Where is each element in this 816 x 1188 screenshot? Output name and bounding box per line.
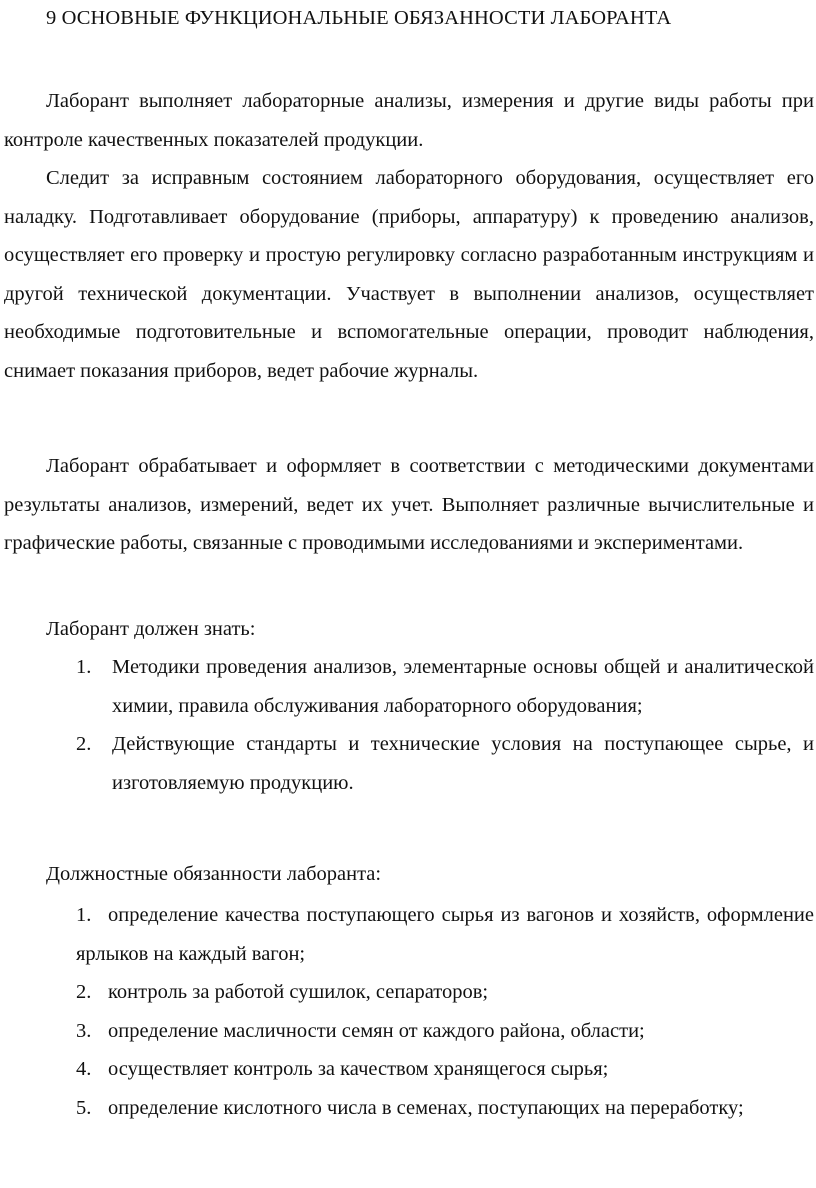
list-item bbox=[76, 1050, 814, 1089]
list-item-number: 2. bbox=[76, 981, 92, 1004]
list-item bbox=[76, 1089, 814, 1128]
list-item-text: определение масличности семян от каждого района, области; bbox=[108, 1019, 645, 1042]
list-item-number: 3. bbox=[76, 1019, 92, 1042]
list-item-text: контроль за работой сушилок, сепараторов; bbox=[108, 981, 489, 1004]
section-heading: 9 ОСНОВНЫЕ ФУНКЦИОНАЛЬНЫЕ ОБЯЗАННОСТИ ЛАБОРАНТА bbox=[46, 7, 672, 29]
paragraph-intro: Лаборант выполняет лабораторные анализы, измерения и другие виды работы при контроле качественных показателей продукции. bbox=[4, 90, 814, 151]
duties-label: Должностные обязанности лаборанта: bbox=[46, 863, 382, 885]
list-item bbox=[76, 896, 814, 973]
list-item-number: 5. bbox=[76, 1096, 92, 1119]
list-item-text: Методики проведения анализов, элементарные основы общей и аналитической химии, правила обслуживания лабораторного оборудования; bbox=[112, 656, 814, 717]
knowledge-list bbox=[76, 648, 814, 802]
list-item-number: 1. bbox=[76, 656, 92, 678]
duties-list bbox=[76, 896, 814, 1128]
paragraph-equipment: Следит за исправным состоянием лабораторного оборудования, осуществляет его наладку. Подготавливает оборудование (приборы, аппаратуру) к проведению анализов, осуществляет его проверку и простую регулировку согласно разработанным инструкциям и другой технической документации. Участвует в выполнении анализов, осуществляет необходимые подготовительные и вспомогательные операции, проводит наблюдения, снимает показания приборов, ведет рабочие журналы. bbox=[4, 167, 814, 382]
list-item-text: Действующие стандарты и технические условия на поступающее сырье, и изготовляемую продукцию. bbox=[112, 733, 814, 794]
list-item-number: 2. bbox=[76, 733, 92, 756]
list-item-text: осуществляет контроль за качеством хранящегося сырья; bbox=[108, 1058, 609, 1081]
knowledge-label: Лаборант должен знать: bbox=[46, 618, 256, 640]
list-item bbox=[76, 1012, 814, 1051]
list-item-text: определение кислотного числа в семенах, поступающих на переработку; bbox=[108, 1096, 744, 1119]
list-item-number: 4. bbox=[76, 1058, 92, 1081]
list-item-number: 1. bbox=[76, 904, 92, 926]
paragraph-processing: Лаборант обрабатывает и оформляет в соответствии с методическими документами результаты анализов, измерений, ведет их учет. Выполняет различные вычислительные и графические работы, связанные с проводимыми исследованиями и экспериментами. bbox=[4, 455, 814, 555]
list-item bbox=[76, 648, 814, 725]
list-item-text: определение качества поступающего сырья из вагонов и хозяйств, оформление ярлыков на каждый вагон; bbox=[76, 904, 814, 965]
list-item bbox=[76, 973, 814, 1012]
list-item bbox=[76, 725, 814, 802]
